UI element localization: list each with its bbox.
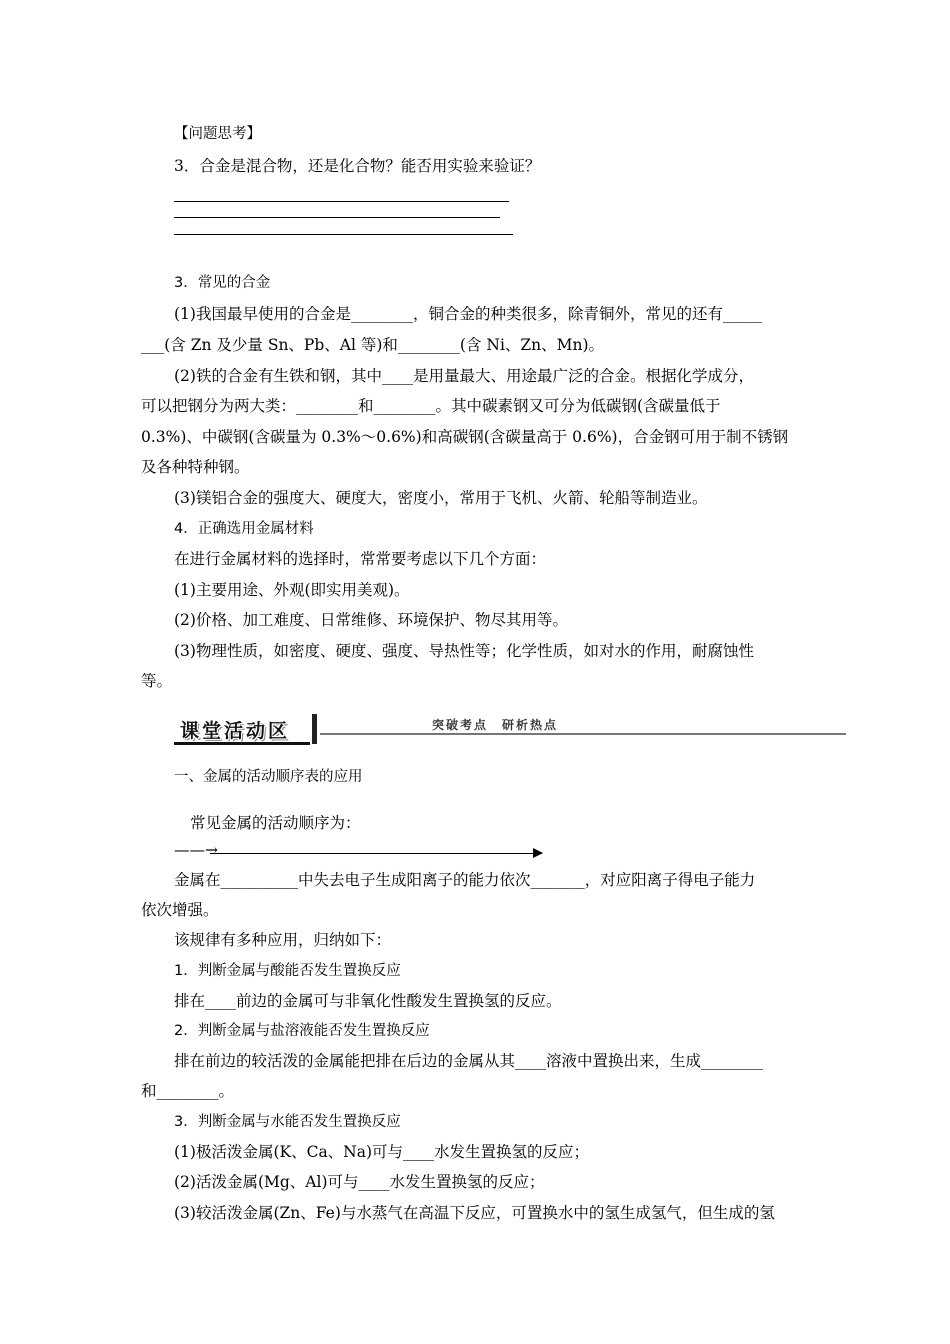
text-line-s4-intro: 在进行金属材料的选择时，常常要考虑以下几个方面： <box>174 550 547 568</box>
banner-subtitle: 突破考点 研析热点 <box>432 718 559 732</box>
text-line-m2: 依次增强。 <box>141 901 219 919</box>
activity-order-arrow <box>210 853 542 854</box>
answer-line <box>174 234 513 235</box>
text-line-s3-head: 3．常见的合金 <box>174 275 271 291</box>
text-line-p1b: ___(含 Zn 及少量 Sn、Pb、Al 等)和________(含 Ni、Zn、Mn)。 <box>141 336 605 354</box>
text-line-s4-2: (2)价格、加工难度、日常维修、环境保护、物尽其用等。 <box>174 611 568 629</box>
text-line-r1-head: 1．判断金属与酸能否发生置换反应 <box>174 963 401 979</box>
text-line-p2c: 0.3%)、中碳钢(含碳量为 0.3%～0.6%)和高碳钢(含碳量高于 0.6%)，合金钢可用于制不锈钢 <box>141 428 789 446</box>
text-line-sec1-head: 一、金属的活动顺序表的应用 <box>174 769 363 785</box>
text-line-q3: 3．合金是混合物，还是化合物？能否用实验来验证？ <box>174 157 541 175</box>
text-line-r3-2: (2)活泼金属(Mg、Al)可与____水发生置换氢的反应； <box>174 1173 545 1191</box>
text-line-p2a: (2)铁的合金有生铁和钢，其中____是用量最大、用途最广泛的合金。根据化学成分， <box>174 367 754 385</box>
text-line-s4-head: 4．正确选用金属材料 <box>174 521 314 537</box>
section-banner <box>174 712 846 746</box>
text-line-order-intro: 常见金属的活动顺序为： <box>190 814 361 832</box>
text-line-p3: (3)镁铝合金的强度大、硬度大，密度小，常用于飞机、火箭、轮船等制造业。 <box>174 489 708 507</box>
text-line-r3-1: (1)极活泼金属(K、Ca、Na)可与____水发生置换氢的反应； <box>174 1143 590 1161</box>
text-line-r3-3: (3)较活泼金属(Zn、Fe)与水蒸气在高温下反应，可置换水中的氢生成氢气，但生成的氢 <box>174 1204 775 1222</box>
text-line-think-head: 【问题思考】 <box>174 126 261 142</box>
text-line-m1: 金属在__________中失去电子生成阳离子的能力依次_______，对应阳离子得电子能力 <box>174 871 756 889</box>
text-line-m3: 该规律有多种应用，归纳如下： <box>174 931 392 949</box>
text-line-r1: 排在____前边的金属可与非氧化性酸发生置换氢的反应。 <box>174 992 562 1010</box>
text-line-r2a: 排在前边的较活泼的金属能把排在后边的金属从其____溶液中置换出来，生成________ <box>174 1052 764 1070</box>
text-line-s4-3b: 等。 <box>141 672 173 690</box>
answer-line <box>174 201 509 202</box>
text-line-arrow-label: ——→ <box>174 841 218 859</box>
banner-divider-bar <box>312 714 317 744</box>
text-line-r2-head: 2．判断金属与盐溶液能否发生置换反应 <box>174 1023 430 1039</box>
text-line-s4-3a: (3)物理性质，如密度、硬度、强度、导热性等；化学性质，如对水的作用，耐腐蚀性 <box>174 642 754 660</box>
text-line-r3-head: 3．判断金属与水能否发生置换反应 <box>174 1114 401 1130</box>
banner-title: 课堂活动区 <box>180 720 291 742</box>
text-line-p2b: 可以把钢分为两大类：________和________。其中碳素钢又可分为低碳钢(含碳量低于 <box>141 397 721 415</box>
text-line-s4-1: (1)主要用途、外观(即实用美观)。 <box>174 581 410 599</box>
answer-line <box>174 217 500 218</box>
text-line-r2b: 和________。 <box>141 1082 235 1100</box>
banner-underline <box>174 742 310 745</box>
text-line-p2d: 及各种特种钢。 <box>141 458 250 476</box>
banner-rule <box>320 733 846 735</box>
text-line-p1a: (1)我国最早使用的合金是________，铜合金的种类很多，除青铜外，常见的还有_____ <box>174 305 762 323</box>
arrow-head-icon <box>533 848 543 858</box>
